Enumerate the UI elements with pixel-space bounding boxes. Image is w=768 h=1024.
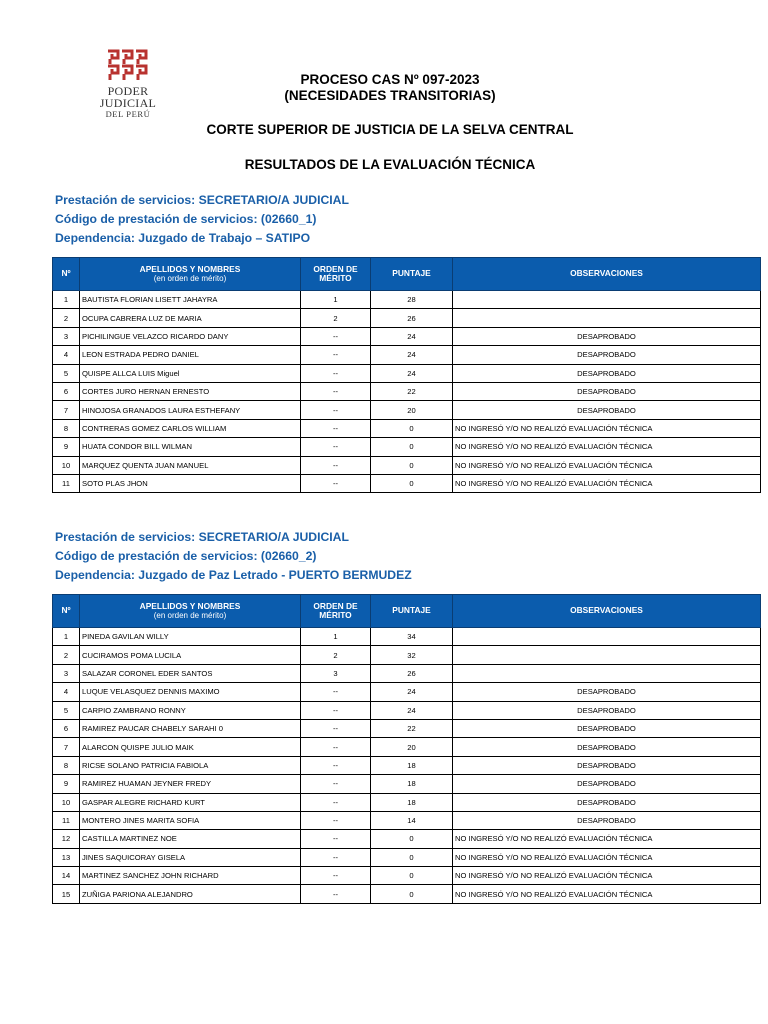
merit-order: -- [301, 327, 371, 345]
merit-order: -- [301, 382, 371, 400]
table-row [53, 775, 761, 793]
candidate-name: CASTILLA MARTINEZ NOE [80, 830, 301, 848]
observation: DESAPROBADO [453, 327, 761, 345]
column-header-score: PUNTAJE [371, 595, 453, 628]
candidate-name: MARQUEZ QUENTA JUAN MANUEL [80, 456, 301, 474]
row-number: 7 [53, 738, 80, 756]
column-header-order: ORDEN DE MÉRITO [301, 258, 371, 291]
table-body [53, 628, 761, 904]
row-number: 1 [53, 291, 80, 309]
row-number: 10 [53, 793, 80, 811]
column-header-name [80, 258, 301, 291]
row-number: 2 [53, 309, 80, 327]
merit-order: -- [301, 683, 371, 701]
score: 24 [371, 701, 453, 719]
observation [453, 628, 761, 646]
column-header-name-label: APELLIDOS Y NOMBRES [139, 263, 241, 274]
score: 22 [371, 719, 453, 737]
column-header-order: ORDEN DE MÉRITO [301, 595, 371, 628]
observation: DESAPROBADO [453, 793, 761, 811]
table-row [53, 419, 761, 437]
poder-judicial-emblem-icon [104, 48, 152, 82]
merit-order: -- [301, 456, 371, 474]
observation [453, 291, 761, 309]
merit-order: -- [301, 830, 371, 848]
table-row [53, 456, 761, 474]
observation: NO INGRESÓ Y/O NO REALIZÓ EVALUACIÓN TÉCNICA [453, 456, 761, 474]
table-row [53, 364, 761, 382]
observation: DESAPROBADO [453, 811, 761, 829]
row-number: 5 [53, 364, 80, 382]
observation: NO INGRESÓ Y/O NO REALIZÓ EVALUACIÓN TÉCNICA [453, 419, 761, 437]
score: 20 [371, 738, 453, 756]
row-number: 14 [53, 867, 80, 885]
section-1-info [55, 191, 349, 248]
row-number: 15 [53, 885, 80, 903]
table-row [53, 756, 761, 774]
candidate-name: QUISPE ALLCA LUIS Miguel [80, 364, 301, 382]
candidate-name: CONTRERAS GOMEZ CARLOS WILLIAM [80, 419, 301, 437]
process-title: PROCESO CAS Nº 097-2023 [300, 72, 480, 87]
candidate-name: LUQUE VELASQUEZ DENNIS MAXIMO [80, 683, 301, 701]
table-row [53, 830, 761, 848]
table-row [53, 646, 761, 664]
candidate-name: HUATA CONDOR BILL WILMAN [80, 438, 301, 456]
candidate-name: RAMIREZ HUAMAN JEYNER FREDY [80, 775, 301, 793]
candidate-name: RAMIREZ PAUCAR CHABELY SARAHI 0 [80, 719, 301, 737]
observation: NO INGRESÓ Y/O NO REALIZÓ EVALUACIÓN TÉCNICA [453, 885, 761, 903]
observation [453, 664, 761, 682]
candidate-name: HINOJOSA GRANADOS LAURA ESTHEFANY [80, 401, 301, 419]
table-row [53, 793, 761, 811]
candidate-name: PINEDA GAVILAN WILLY [80, 628, 301, 646]
merit-order: -- [301, 867, 371, 885]
candidate-name: SALAZAR CORONEL EDER SANTOS [80, 664, 301, 682]
observation: DESAPROBADO [453, 683, 761, 701]
court-title: CORTE SUPERIOR DE JUSTICIA DE LA SELVA CENTRAL [206, 122, 574, 137]
row-number: 7 [53, 401, 80, 419]
table-row [53, 291, 761, 309]
score: 0 [371, 474, 453, 492]
candidate-name: OCUPA CABRERA LUZ DE MARIA [80, 309, 301, 327]
service-code: Código de prestación de servicios: (02660_1) [55, 212, 317, 226]
score: 18 [371, 756, 453, 774]
row-number: 9 [53, 438, 80, 456]
score: 34 [371, 628, 453, 646]
score: 24 [371, 683, 453, 701]
score: 14 [371, 811, 453, 829]
merit-order: -- [301, 756, 371, 774]
column-header-number: Nº [53, 595, 80, 628]
observation: DESAPROBADO [453, 382, 761, 400]
table-row [53, 382, 761, 400]
results-table-1 [52, 257, 761, 493]
observation [453, 646, 761, 664]
score: 18 [371, 793, 453, 811]
row-number: 8 [53, 419, 80, 437]
merit-order: -- [301, 474, 371, 492]
score: 24 [371, 327, 453, 345]
row-number: 2 [53, 646, 80, 664]
observation: NO INGRESÓ Y/O NO REALIZÓ EVALUACIÓN TÉCNICA [453, 848, 761, 866]
merit-order: -- [301, 885, 371, 903]
observation: DESAPROBADO [453, 364, 761, 382]
score: 20 [371, 401, 453, 419]
merit-order: -- [301, 419, 371, 437]
merit-order: -- [301, 775, 371, 793]
row-number: 12 [53, 830, 80, 848]
candidate-name: ALARCON QUISPE JULIO MAIK [80, 738, 301, 756]
score: 24 [371, 364, 453, 382]
table-row [53, 683, 761, 701]
candidate-name: JINES SAQUICORAY GISELA [80, 848, 301, 866]
column-header-observations: OBSERVACIONES [453, 595, 761, 628]
merit-order: -- [301, 701, 371, 719]
service-code: Código de prestación de servicios: (02660_2) [55, 549, 317, 563]
score: 22 [371, 382, 453, 400]
candidate-name: SOTO PLAS JHON [80, 474, 301, 492]
observation: NO INGRESÓ Y/O NO REALIZÓ EVALUACIÓN TÉCNICA [453, 830, 761, 848]
logo-name: PODER JUDICIAL [99, 84, 157, 110]
merit-order: -- [301, 738, 371, 756]
table-row [53, 719, 761, 737]
column-header-name-sub: (en orden de mérito) [153, 274, 227, 283]
candidate-name: CORTES JURO HERNAN ERNESTO [80, 382, 301, 400]
table-row [53, 309, 761, 327]
merit-order: -- [301, 848, 371, 866]
column-header-score: PUNTAJE [371, 258, 453, 291]
poder-judicial-logo [80, 48, 176, 119]
observation: DESAPROBADO [453, 756, 761, 774]
candidate-name: CUCIRAMOS POMA LUCILA [80, 646, 301, 664]
score: 0 [371, 419, 453, 437]
row-number: 3 [53, 327, 80, 345]
row-number: 5 [53, 701, 80, 719]
score: 0 [371, 867, 453, 885]
service-label: Prestación de servicios: SECRETARIO/A JUDICIAL [55, 193, 349, 207]
merit-order: -- [301, 793, 371, 811]
score: 0 [371, 456, 453, 474]
observation [453, 309, 761, 327]
table-row [53, 885, 761, 903]
column-header-name-sub: (en orden de mérito) [153, 611, 227, 620]
score: 0 [371, 885, 453, 903]
table-row [53, 438, 761, 456]
candidate-name: GASPAR ALEGRE RICHARD KURT [80, 793, 301, 811]
table-row [53, 628, 761, 646]
score: 0 [371, 438, 453, 456]
logo-subtitle: DEL PERÚ [105, 109, 151, 119]
row-number: 11 [53, 474, 80, 492]
candidate-name: CARPIO ZAMBRANO RONNY [80, 701, 301, 719]
score: 32 [371, 646, 453, 664]
score: 0 [371, 830, 453, 848]
score: 18 [371, 775, 453, 793]
merit-order: 2 [301, 646, 371, 664]
observation: DESAPROBADO [453, 738, 761, 756]
table-row [53, 848, 761, 866]
merit-order: 3 [301, 664, 371, 682]
table-row [53, 327, 761, 345]
candidate-name: BAUTISTA FLORIAN LISETT JAHAYRA [80, 291, 301, 309]
row-number: 9 [53, 775, 80, 793]
merit-order: -- [301, 346, 371, 364]
column-header-number: Nº [53, 258, 80, 291]
column-header-observations: OBSERVACIONES [453, 258, 761, 291]
candidate-name: MARTINEZ SANCHEZ JOHN RICHARD [80, 867, 301, 885]
merit-order: -- [301, 401, 371, 419]
process-subtitle: (NECESIDADES TRANSITORIAS) [284, 88, 496, 103]
observation: NO INGRESÓ Y/O NO REALIZÓ EVALUACIÓN TÉCNICA [453, 438, 761, 456]
row-number: 11 [53, 811, 80, 829]
row-number: 1 [53, 628, 80, 646]
row-number: 6 [53, 719, 80, 737]
merit-order: -- [301, 364, 371, 382]
score: 28 [371, 291, 453, 309]
observation: DESAPROBADO [453, 719, 761, 737]
results-table-2 [52, 594, 761, 904]
observation: DESAPROBADO [453, 346, 761, 364]
row-number: 6 [53, 382, 80, 400]
table-row [53, 867, 761, 885]
row-number: 8 [53, 756, 80, 774]
table-row [53, 738, 761, 756]
row-number: 3 [53, 664, 80, 682]
section-2-info [55, 528, 412, 585]
score: 0 [371, 848, 453, 866]
row-number: 4 [53, 683, 80, 701]
candidate-name: LEON ESTRADA PEDRO DANIEL [80, 346, 301, 364]
candidate-name: PICHILINGUE VELAZCO RICARDO DANY [80, 327, 301, 345]
table-header-row [53, 258, 761, 291]
service-label: Prestación de servicios: SECRETARIO/A JUDICIAL [55, 530, 349, 544]
score: 24 [371, 346, 453, 364]
merit-order: -- [301, 438, 371, 456]
merit-order: 1 [301, 291, 371, 309]
table-row [53, 474, 761, 492]
candidate-name: MONTERO JINES MARITA SOFIA [80, 811, 301, 829]
merit-order: -- [301, 811, 371, 829]
dependency-label: Dependencia: Juzgado de Trabajo – SATIPO [55, 231, 311, 245]
dependency-label: Dependencia: Juzgado de Paz Letrado - PUERTO BERMUDEZ [55, 568, 412, 582]
column-header-name [80, 595, 301, 628]
merit-order: 1 [301, 628, 371, 646]
observation: NO INGRESÓ Y/O NO REALIZÓ EVALUACIÓN TÉCNICA [453, 474, 761, 492]
observation: DESAPROBADO [453, 401, 761, 419]
merit-order: -- [301, 719, 371, 737]
observation: DESAPROBADO [453, 775, 761, 793]
merit-order: 2 [301, 309, 371, 327]
candidate-name: RICSE SOLANO PATRICIA FABIOLA [80, 756, 301, 774]
table-row [53, 811, 761, 829]
candidate-name: ZUÑIGA PARIONA ALEJANDRO [80, 885, 301, 903]
table-row [53, 701, 761, 719]
document-header [180, 72, 600, 104]
observation: DESAPROBADO [453, 701, 761, 719]
row-number: 10 [53, 456, 80, 474]
table-row [53, 401, 761, 419]
table-row [53, 346, 761, 364]
row-number: 4 [53, 346, 80, 364]
score: 26 [371, 664, 453, 682]
row-number: 13 [53, 848, 80, 866]
table-header-row [53, 595, 761, 628]
observation: NO INGRESÓ Y/O NO REALIZÓ EVALUACIÓN TÉCNICA [453, 867, 761, 885]
table-row [53, 664, 761, 682]
results-title: RESULTADOS DE LA EVALUACIÓN TÉCNICA [244, 157, 536, 172]
score: 26 [371, 309, 453, 327]
column-header-name-label: APELLIDOS Y NOMBRES [139, 600, 241, 611]
table-body [53, 291, 761, 493]
